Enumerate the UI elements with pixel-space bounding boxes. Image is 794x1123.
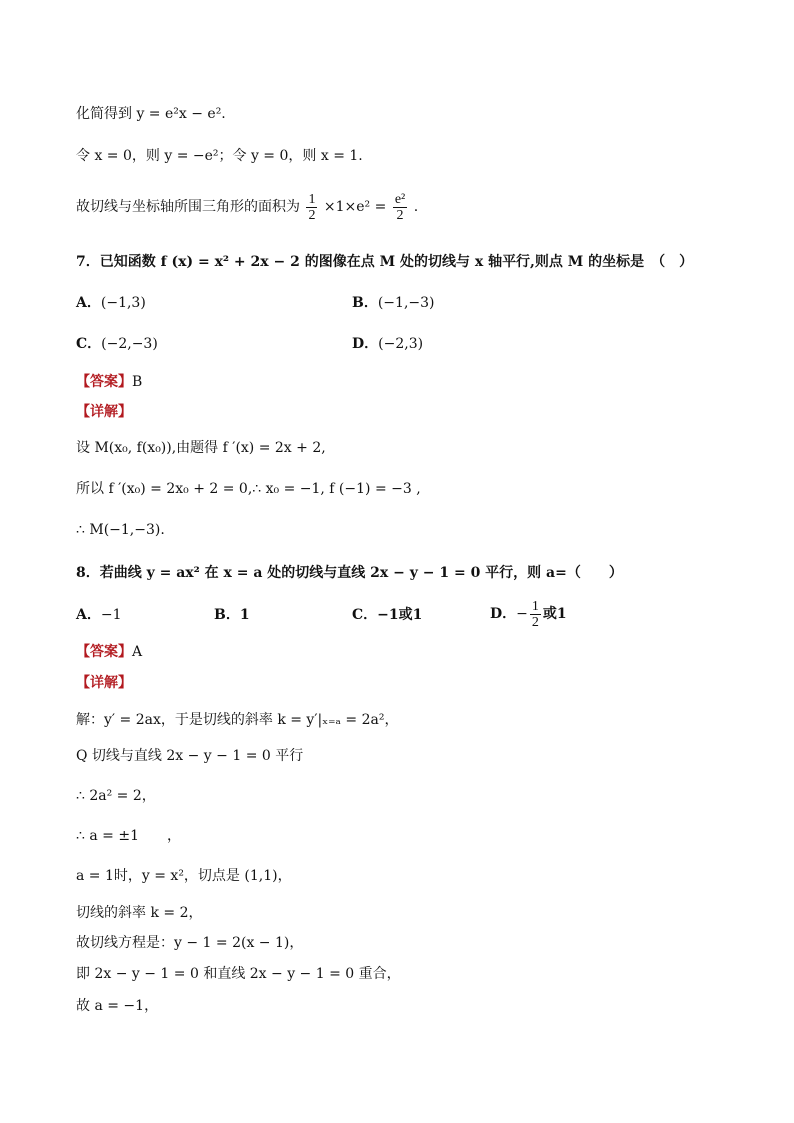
option-value: −1 bbox=[100, 607, 122, 623]
fraction bbox=[393, 192, 407, 223]
area-result-line bbox=[76, 190, 418, 224]
q7-detail-heading bbox=[76, 402, 132, 422]
option-label: D． bbox=[490, 606, 517, 622]
q7-option-a bbox=[76, 293, 146, 313]
option-label: C． bbox=[352, 607, 378, 623]
q8-option-a bbox=[76, 605, 122, 625]
fraction-denominator: 2 bbox=[308, 207, 316, 223]
q8-detail-line: ∴ a = ±1 ， bbox=[76, 828, 181, 844]
fraction-numerator: 1 bbox=[308, 191, 316, 207]
q7-option-b bbox=[352, 293, 435, 313]
option-value: (−2,3) bbox=[378, 336, 424, 352]
q7-answer bbox=[76, 372, 142, 392]
question-7-stem: 7．已知函数 f (x) = x² + 2x − 2 的图像在点 M 处的切线与 x 轴平行,则点 M 的坐标是 （ ） bbox=[76, 254, 694, 270]
fraction-numerator: 1 bbox=[531, 598, 539, 614]
sign: − bbox=[516, 606, 528, 622]
option-value: 1 bbox=[239, 607, 250, 623]
fraction-denominator: 2 bbox=[531, 614, 539, 630]
q7-detail-line: ∴ M(−1,−3). bbox=[76, 522, 165, 538]
option-label: A． bbox=[76, 295, 101, 311]
answer-label: 【答案】 bbox=[76, 374, 132, 390]
detail-label: 【详解】 bbox=[76, 675, 132, 691]
option-value: −1或1 bbox=[377, 607, 423, 623]
q7-option-c bbox=[76, 334, 158, 354]
text-segment: . bbox=[413, 199, 419, 215]
text-line: 化简得到 y = e²x − e². bbox=[76, 106, 226, 122]
text-line: 令 x = 0，则 y = −e²；令 y = 0，则 x = 1. bbox=[76, 148, 363, 164]
q8-option-d bbox=[490, 596, 567, 632]
option-label: C． bbox=[76, 336, 102, 352]
q8-detail-line: ∴ 2a² = 2， bbox=[76, 788, 156, 804]
q8-detail-line: 故 a = −1， bbox=[76, 998, 159, 1014]
detail-label: 【详解】 bbox=[76, 404, 132, 420]
q8-detail-line: a = 1时，y = x²，切点是 (1,1)， bbox=[76, 868, 292, 884]
q8-answer bbox=[76, 642, 142, 662]
q8-detail-line: 故切线方程是：y − 1 = 2(x − 1)， bbox=[76, 935, 304, 951]
q8-detail-line: 切线的斜率 k = 2， bbox=[76, 905, 203, 921]
option-value: (−1,−3) bbox=[377, 295, 435, 311]
q7-option-d bbox=[352, 334, 423, 354]
option-value: 或1 bbox=[542, 606, 567, 622]
text-segment: ×1×e² = bbox=[323, 199, 387, 215]
q8-detail-line: 即 2x − y − 1 = 0 和直线 2x − y − 1 = 0 重合， bbox=[76, 966, 401, 982]
answer-value: B bbox=[132, 374, 143, 390]
fraction-numerator: e² bbox=[394, 191, 406, 207]
q7-detail-line: 所以 f ′(x₀) = 2x₀ + 2 = 0,∴ x₀ = −1, f (−1) = −3 , bbox=[76, 481, 421, 497]
text-segment: 故切线与坐标轴所围三角形的面积为 bbox=[76, 199, 300, 215]
q8-detail-line: 解：y′ = 2ax，于是切线的斜率 k = y′|ₓ₌ₐ = 2a²， bbox=[76, 712, 399, 728]
question-8-stem: 8．若曲线 y = ax² 在 x = a 处的切线与直线 2x − y − 1 = 0 平行，则 a=（ ） bbox=[76, 565, 623, 581]
option-label: A． bbox=[76, 607, 101, 623]
q7-detail-line: 设 M(x₀, f(x₀)),由题得 f ′(x) = 2x + 2, bbox=[76, 440, 326, 456]
answer-value: A bbox=[132, 644, 143, 660]
fraction bbox=[306, 192, 317, 223]
option-value: (−2,−3) bbox=[101, 336, 158, 352]
q8-detail-heading bbox=[76, 673, 132, 693]
q8-option-b bbox=[214, 605, 250, 625]
option-label: B． bbox=[214, 607, 240, 623]
answer-label: 【答案】 bbox=[76, 644, 132, 660]
q8-option-c bbox=[352, 605, 422, 625]
option-label: D． bbox=[352, 336, 379, 352]
option-value: (−1,3) bbox=[100, 295, 146, 311]
fraction bbox=[530, 599, 541, 630]
option-label: B． bbox=[352, 295, 378, 311]
fraction-denominator: 2 bbox=[396, 207, 404, 223]
q8-detail-line: Q 切线与直线 2x − y − 1 = 0 平行 bbox=[76, 748, 304, 764]
